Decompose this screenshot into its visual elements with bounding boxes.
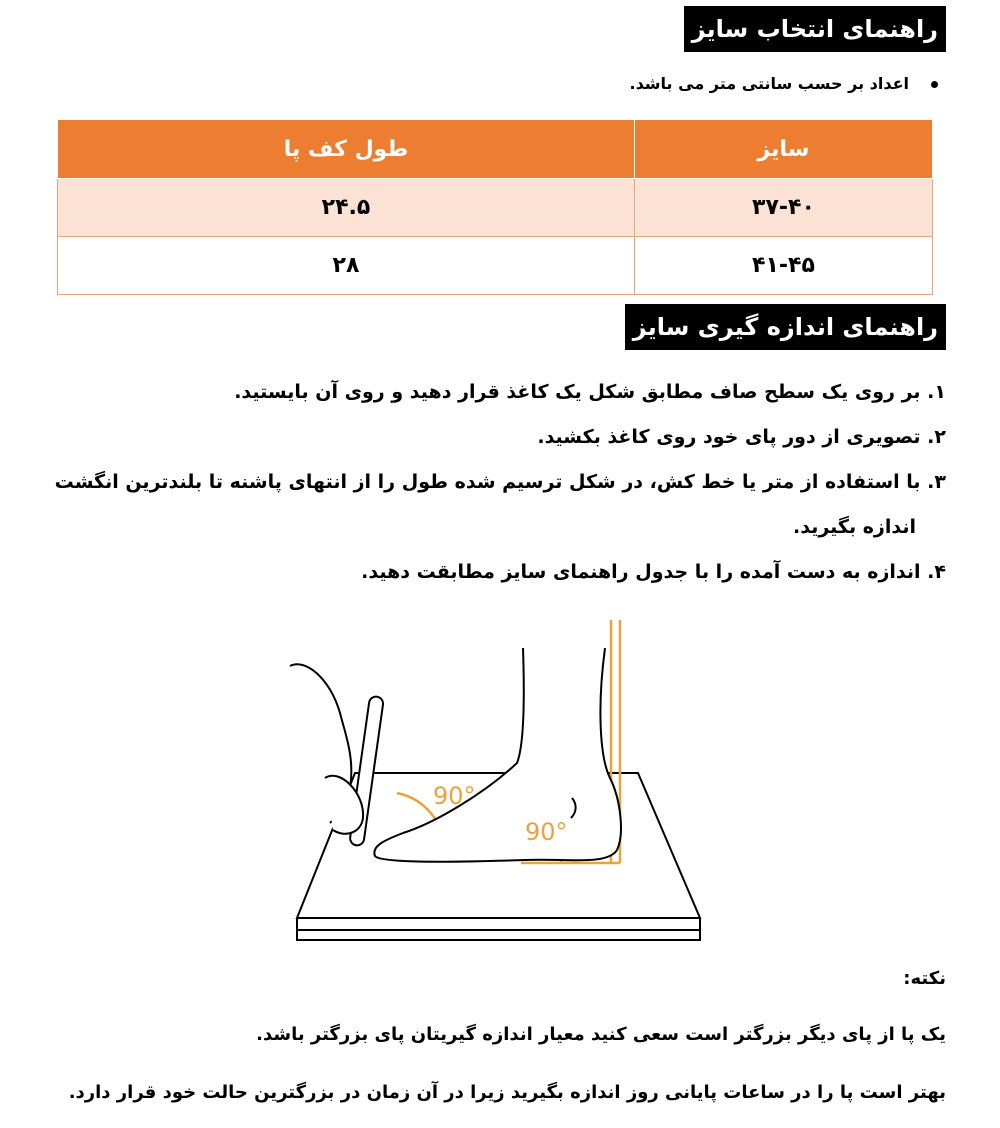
foot-icon xyxy=(374,648,621,862)
note-tip-1: یک پا از پای دیگر بزرگتر است سعی کنید معیار اندازه گیریتان پای بزرگتر باشد. xyxy=(256,1024,946,1045)
measure-guide-heading: راهنمای اندازه گیری سایز xyxy=(625,304,946,350)
step-2: ۲. تصویری از دور پای خود روی کاغذ بکشید. xyxy=(537,426,946,448)
header-size: سایز xyxy=(634,120,932,179)
step-4: ۴. اندازه به دست آمده را با جدول راهنمای سایز مطابقت دهید. xyxy=(361,561,946,583)
table-row xyxy=(58,237,933,295)
size-table xyxy=(57,119,933,295)
step-1: ۱. بر روی یک سطح صاف مطابق شکل یک کاغذ قرار دهید و روی آن بایستید. xyxy=(234,381,946,403)
units-note-text: اعداد بر حسب سانتی متر می باشد. xyxy=(629,74,909,93)
note-tip-2: بهتر است پا را در ساعات پایانی روز اندازه بگیرید زیرا در آن زمان در بزرگترین حالت خود قرار دارد. xyxy=(68,1082,946,1103)
hand-icon xyxy=(290,664,384,846)
steps-list xyxy=(56,370,946,595)
units-note xyxy=(629,70,938,98)
step-3-continued: اندازه بگیرید. xyxy=(793,516,916,538)
cell-foot-length: ۲۸ xyxy=(58,237,635,295)
size-selection-heading: راهنمای انتخاب سایز xyxy=(684,6,946,52)
table-row xyxy=(58,179,933,237)
angle-label-right: 90° xyxy=(525,818,568,846)
note-title: نکته: xyxy=(903,968,946,989)
cell-size: ۴۱-۴۵ xyxy=(634,237,932,295)
step-3: ۳. با استفاده از متر یا خط کش، در شکل ترسیم شده طول را از انتهای پاشنه تا بلندترین انگشت xyxy=(54,471,946,493)
angle-label-left: 90° xyxy=(433,782,476,810)
table-header-row xyxy=(58,120,933,179)
cell-foot-length: ۲۴.۵ xyxy=(58,179,635,237)
foot-measure-illustration xyxy=(285,618,705,948)
cell-size: ۳۷-۴۰ xyxy=(634,179,932,237)
bullet-icon xyxy=(931,81,938,88)
header-foot-length: طول کف پا xyxy=(58,120,635,179)
